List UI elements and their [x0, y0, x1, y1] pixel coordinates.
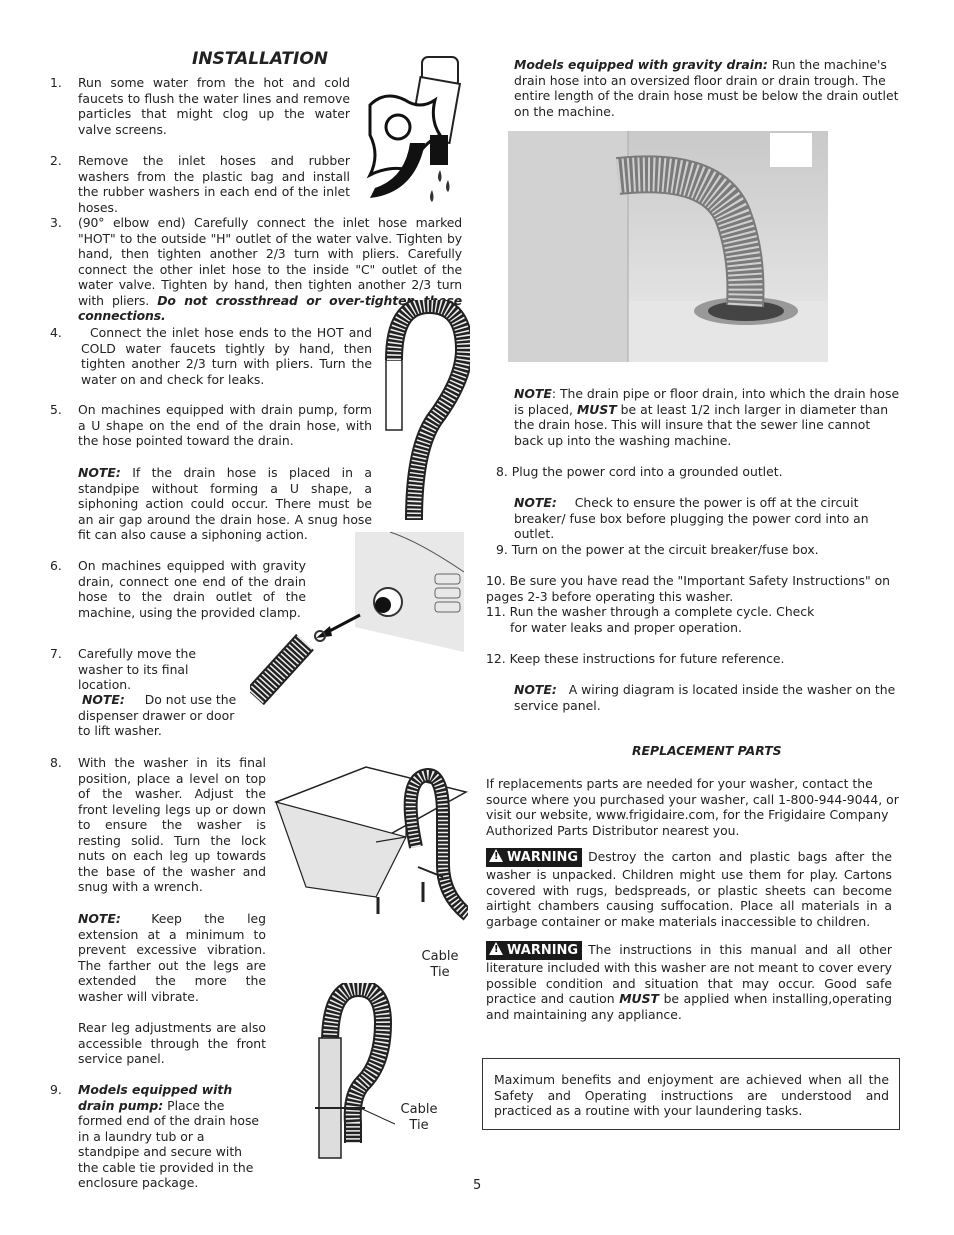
item-number: 8. [50, 755, 62, 770]
item-12-text: 12. Keep these instructions for future reference. [486, 651, 785, 666]
note-lift [78, 692, 238, 739]
page-title: INSTALLATION [192, 49, 329, 69]
page-number: 5 [473, 1178, 482, 1193]
item-number: 1. [50, 75, 62, 90]
note-must: MUST [576, 401, 617, 417]
item-number: 4. [50, 325, 62, 340]
warning-text: be applied when installing,operating and maintaining any appliance. [486, 991, 892, 1022]
item-10-text: 10. Be sure you have read the "Important Safety Instructions" on pages 2-3 before operating this washer. [486, 573, 891, 604]
item-number: 9. [50, 1082, 62, 1097]
rear-leg-text: Rear leg adjustments are also accessible through the front service panel. [78, 1020, 266, 1066]
note-text: Do not use the dispenser drawer or door to lift washer. [78, 692, 237, 738]
note-label: NOTE: [82, 692, 125, 707]
item-number: 5. [50, 402, 62, 417]
note-wiring [514, 682, 900, 713]
warning-badge: ! WARNING [486, 941, 582, 960]
note-drain-pipe [514, 386, 900, 448]
drain-hose-u-shape-illustration [380, 300, 470, 530]
warning-instructions [486, 941, 892, 1022]
standpipe-illustration [305, 983, 395, 1163]
item-number: 7. [50, 646, 62, 661]
item-9-text: 9. Turn on the power at the circuit breaker/fuse box. [496, 542, 819, 557]
instruction-warning-emphasis: Do not crossthread or over-tighten these connections. [78, 292, 462, 323]
instruction-text: Remove the inlet hoses and rubber washers from the plastic bag and install the rubber washers in each end of the inlet hoses. [78, 153, 350, 215]
faucet-illustration [360, 55, 470, 205]
laundry-tub-illustration [268, 762, 468, 922]
instruction-text: Carefully move the washer to its final location. [78, 646, 196, 692]
note-label: NOTE [514, 386, 552, 401]
drain-outlet-illustration [250, 532, 464, 707]
note-label: NOTE: [78, 465, 121, 480]
warning-must: MUST [619, 991, 659, 1006]
instruction-text: Connect the inlet hose ends to the HOT and COLD water faucets tightly by hand, then tighten another 2/3 turn with pliers. Turn the water on and check for leaks. [81, 325, 372, 387]
warning-carton [486, 848, 892, 929]
note-label: NOTE: [78, 911, 121, 926]
warning-badge: ! WARNING [486, 848, 582, 867]
item-number: 2. [50, 153, 62, 168]
instruction-text: Run some water from the hot and cold faucets to flush the water lines and remove particles that might clog up the water valve screens. [78, 75, 350, 137]
floor-drain-illustration [508, 131, 828, 362]
instruction-text: On machines equipped with gravity drain, connect one end of the drain hose to the drain outlet of the machine, using the provided clamp. [78, 558, 306, 620]
cable-tie-caption: Cable Tie [421, 949, 459, 980]
note-text: Keep the leg extension at a minimum to prevent excessive vibration. The farther out the legs are extended the more the washer will vibrate. [78, 911, 266, 1004]
item-11-text-cont: for water leaks and proper operation. [510, 620, 742, 635]
note-leg [78, 911, 266, 1004]
note-text: : The drain pipe or floor drain, into which the drain hose is placed, [514, 386, 900, 417]
instruction-text [78, 1082, 266, 1191]
instruction-lead: Models equipped with drain pump: [78, 1082, 233, 1113]
instruction-body: Place the formed end of the drain hose in a laundry tub or a standpipe and secure with the cable tie provided in the enclosure package. [78, 1097, 260, 1190]
note-label: NOTE: [514, 682, 557, 697]
note-power [514, 495, 900, 542]
note-siphon [78, 465, 372, 543]
item-8-text: 8. Plug the power cord into a grounded outlet. [496, 464, 783, 479]
note-text: A wiring diagram is located inside the washer on the service panel. [514, 682, 896, 713]
instruction-text: On machines equipped with drain pump, form a U shape on the end of the drain hose, with the hose pointed toward the drain. [78, 402, 372, 448]
cable-tie-caption: Cable Tie [400, 1102, 438, 1133]
warning-triangle-icon: ! [489, 849, 503, 862]
item-number: 6. [50, 558, 62, 573]
gravity-drain-lead: Models equipped with gravity drain: [514, 57, 768, 72]
replacement-parts-heading: REPLACEMENT PARTS [632, 743, 782, 758]
item-11-text: 11. Run the washer through a complete cycle. Check [486, 604, 815, 619]
instruction-body: (90° elbow end) Carefully connect the inlet hose marked "HOT" to the outside "H" outlet of the water valve. Tighten by hand, then tighten another 2/3 turn with pliers. Carefully connect the other inlet hose to the inside "C" outlet of the water valve. Tighten by hand, then tighten another 2/3 turn with pliers. [78, 215, 462, 308]
benefits-box: Maximum benefits and enjoyment are achieved when all the Safety and Operating instructions are understood and practiced as a routine with your laundering tasks. [482, 1058, 900, 1130]
warning-text: Destroy the carton and plastic bags after the washer is unpacked. Children might use them for play. Cartons covered with rugs, bedspreads, or plastic sheets can become airtight chambers causing suffocation. Place all materials in a garbage container or make materials inaccessible to children. [486, 849, 892, 929]
note-text: be at least 1/2 inch larger in diameter than the drain hose. This will insure that the sewer line cannot back up into the washing machine. [514, 401, 889, 448]
replacement-parts-text: If replacements parts are needed for your washer, contact the source where you purchased your washer, call 1-800-944-9044, or visit our website, www.frigidaire.com, for the Frigidaire Company Authorized Parts Distributor nearest you. [486, 776, 899, 838]
gravity-drain-text [514, 57, 900, 119]
instruction-text: With the washer in its final position, place a level on top of the washer. Adjust the front leveling legs up or down to ensure the washer is resting solid. Turn the lock nuts on each leg up towards the base of the washer and snug with a wrench. [78, 755, 266, 894]
warning-triangle-icon: ! [489, 942, 503, 955]
warning-text: The instructions in this manual and all other literature included with this washer are not meant to cover every possible condition and situation that may occur. Good safe practice and caution [486, 942, 892, 1006]
note-text: Check to ensure the power is off at the circuit breaker/ fuse box before plugging the power cord into an outlet. [514, 495, 869, 541]
gravity-drain-body: Run the machine's drain hose into an oversized floor drain or drain trough. The entire length of the drain hose must be below the drain outlet on the machine. [514, 57, 899, 119]
item-number: 3. [50, 215, 62, 230]
note-text: If the drain hose is placed in a standpipe without forming a U shape, a siphoning action could occur. There must be an air gap around the drain hose. A snug hose fit can also cause a siphoning action. [78, 465, 372, 542]
note-label: NOTE: [514, 495, 557, 510]
